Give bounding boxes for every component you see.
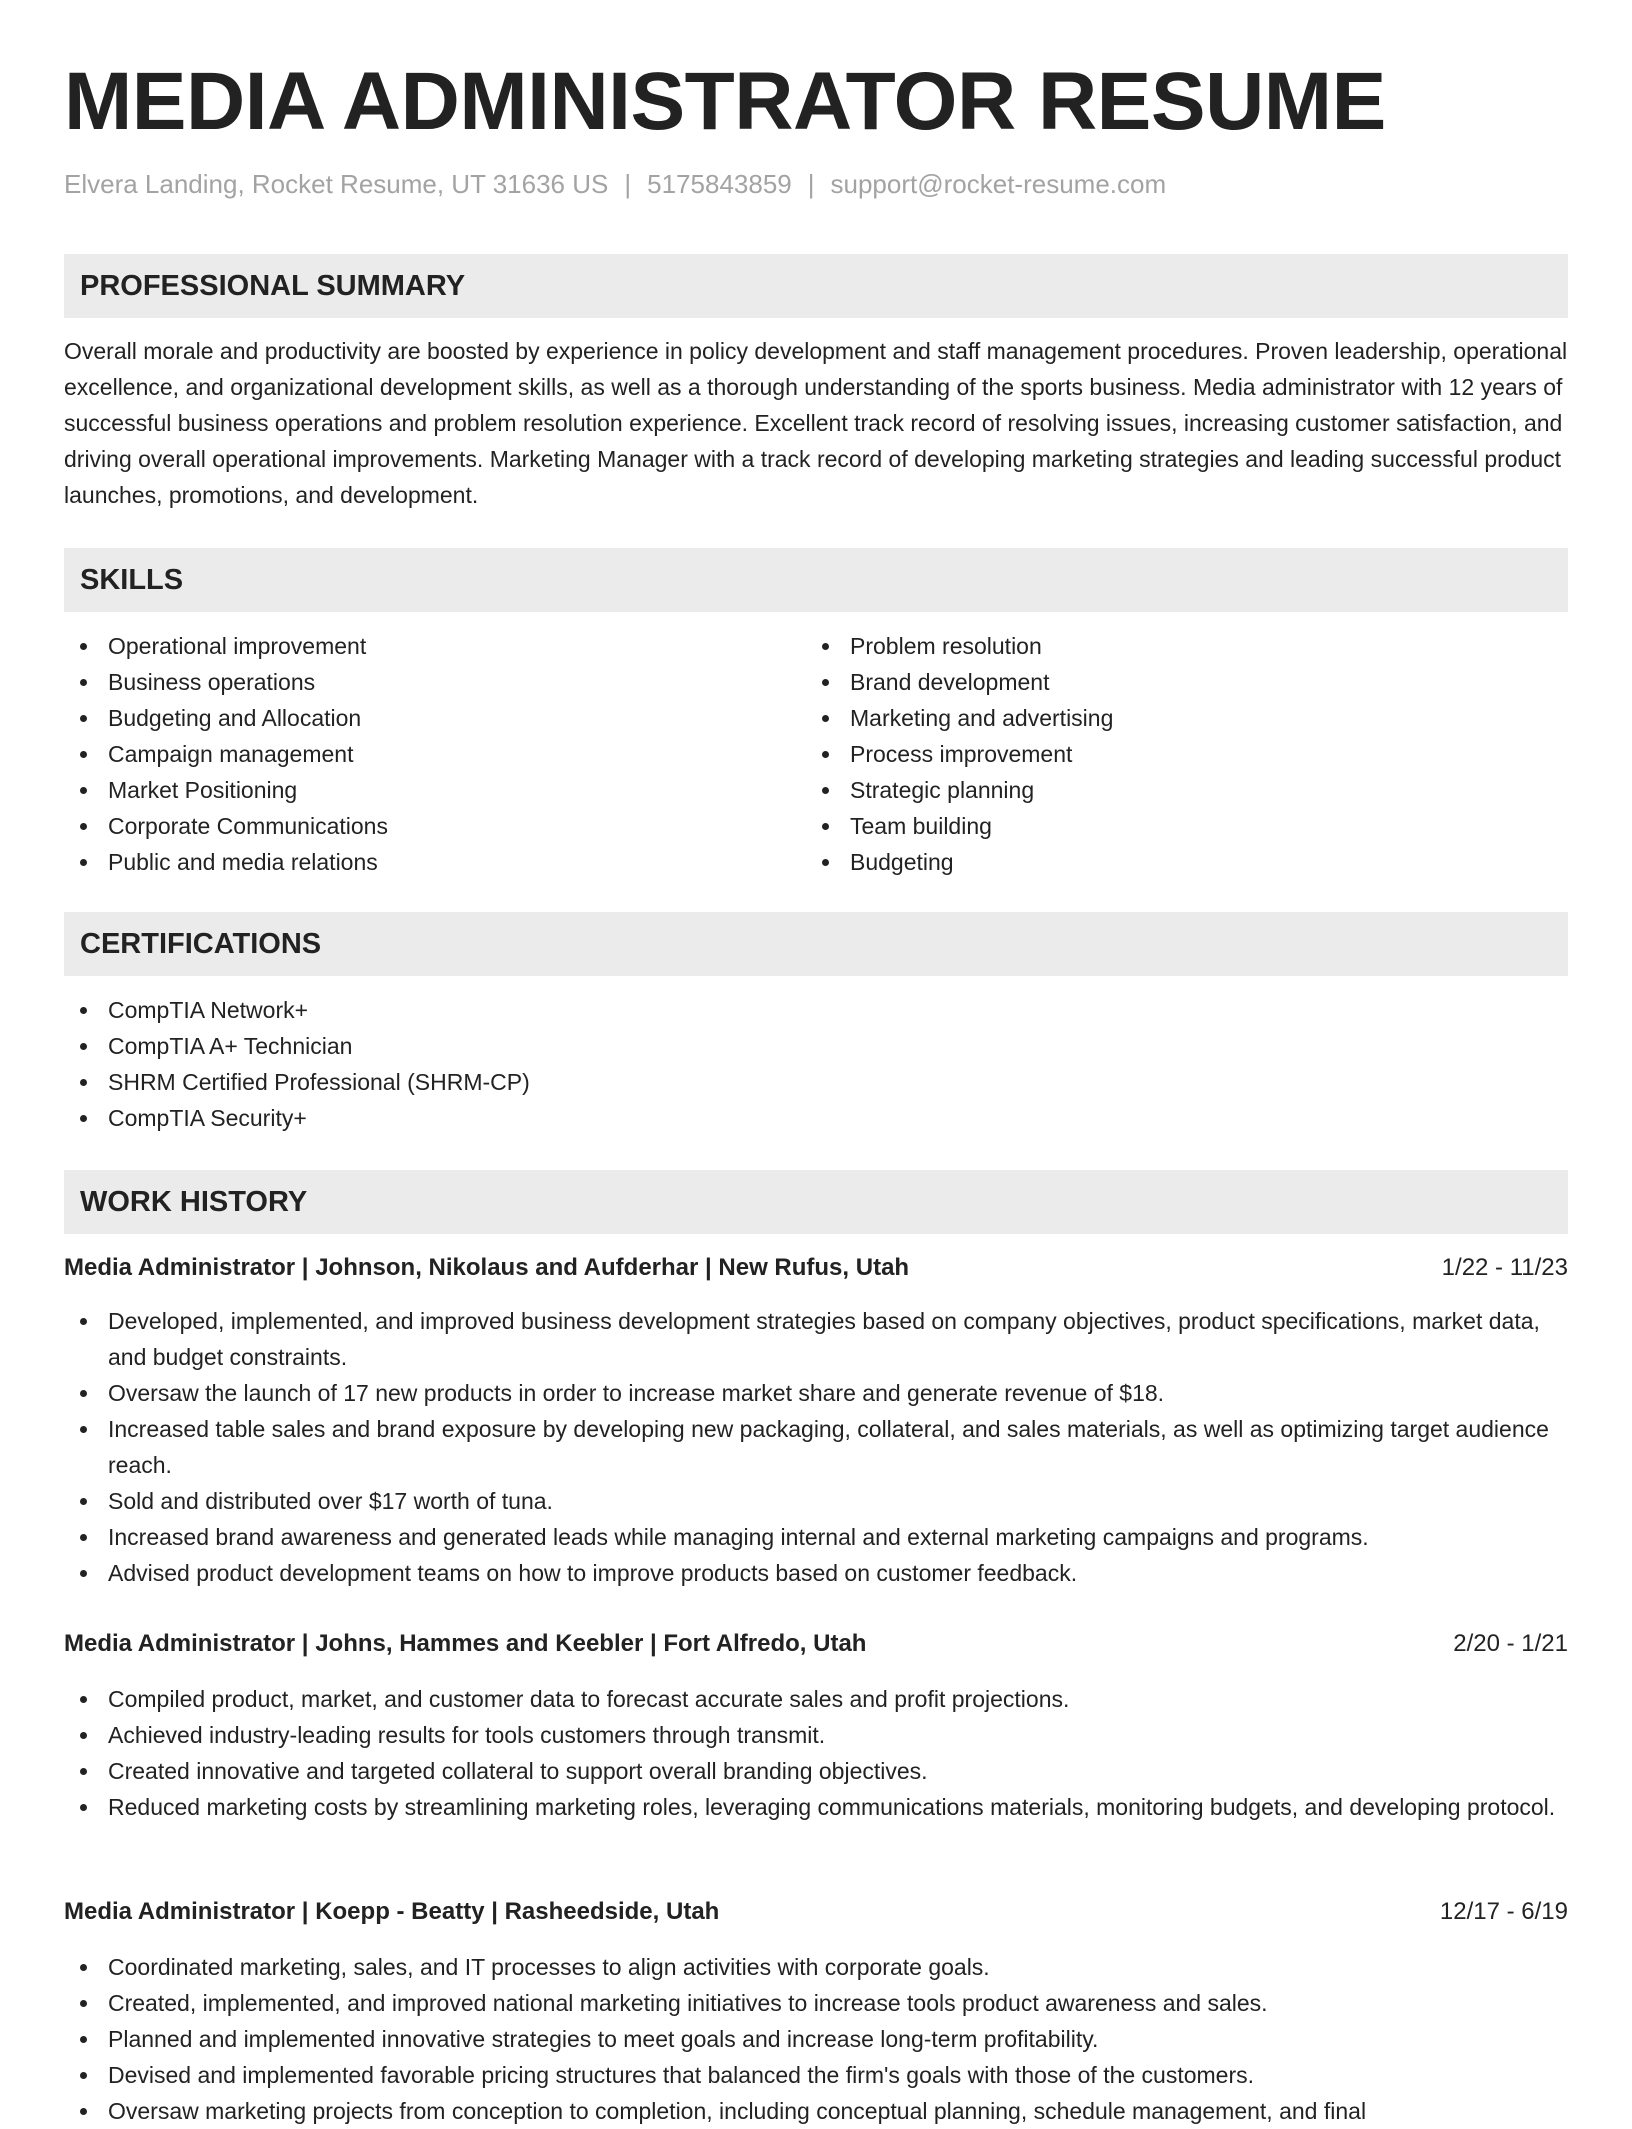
certifications-list xyxy=(64,992,1568,1136)
job-bullet: Created innovative and targeted collateral to support overall branding objectives. xyxy=(64,1753,1568,1789)
certification-item: CompTIA Network+ xyxy=(64,992,1568,1028)
job-title: Media Administrator | Koepp - Beatty | Rasheedside, Utah xyxy=(64,1898,720,1925)
section-header-work-history: WORK HISTORY xyxy=(64,1170,1568,1234)
job-bullet: Achieved industry-leading results for tools customers through transmit. xyxy=(64,1717,1568,1753)
contact-line xyxy=(64,166,1166,202)
skill-item: Budgeting and Allocation xyxy=(64,700,764,736)
job-bullet: Advised product development teams on how to improve products based on customer feedback. xyxy=(64,1555,1568,1591)
skills-list-left xyxy=(64,628,764,880)
job-dates: 2/20 - 1/21 xyxy=(1453,1630,1568,1657)
job-bullet: Oversaw marketing projects from conception to completion, including conceptual planning, schedule management, and final xyxy=(64,2093,1568,2129)
job-bullet: Reduced marketing costs by streamlining marketing roles, leveraging communications materials, monitoring budgets, and developing protocol. xyxy=(64,1789,1568,1825)
skill-item: Operational improvement xyxy=(64,628,764,664)
skill-item: Process improvement xyxy=(806,736,1506,772)
job-bullet: Oversaw the launch of 17 new products in order to increase market share and generate revenue of $18. xyxy=(64,1375,1568,1411)
job-title: Media Administrator | Johnson, Nikolaus and Aufderhar | New Rufus, Utah xyxy=(64,1254,910,1281)
job-heading xyxy=(64,1250,1568,1286)
job-title: Media Administrator | Johns, Hammes and Keebler | Fort Alfredo, Utah xyxy=(64,1630,867,1657)
job-bullet: Devised and implemented favorable pricing structures that balanced the firm's goals with those of the customers. xyxy=(64,2057,1568,2093)
section-header-summary: PROFESSIONAL SUMMARY xyxy=(64,254,1568,318)
summary-text: Overall morale and productivity are boosted by experience in policy development and staff management procedures. Proven leadership, operational excellence, and organizational development skills, as well as a thorough understanding of the sports business. Media administrator with 12 years of successful business operations and problem resolution experience. Excellent track record of resolving issues, increasing customer satisfaction, and driving overall operational improvements. Marketing Manager with a track record of developing marketing strategies and leading successful product launches, promotions, and development. xyxy=(64,338,1568,508)
contact-separator: | xyxy=(624,169,632,199)
job-heading xyxy=(64,1626,1568,1662)
job-heading xyxy=(64,1894,1568,1930)
contact-email: support@rocket-resume.com xyxy=(830,169,1167,199)
job-bullet: Developed, implemented, and improved business development strategies based on company objectives, product specifications, market data, and budget constraints. xyxy=(64,1303,1568,1375)
contact-phone: 5175843859 xyxy=(647,169,792,199)
skill-item: Market Positioning xyxy=(64,772,764,808)
certification-item: SHRM Certified Professional (SHRM-CP) xyxy=(64,1064,1568,1100)
certification-item: CompTIA Security+ xyxy=(64,1100,1568,1136)
job-bullet: Coordinated marketing, sales, and IT processes to align activities with corporate goals. xyxy=(64,1949,1568,1985)
job-bullet: Created, implemented, and improved national marketing initiatives to increase tools product awareness and sales. xyxy=(64,1985,1568,2021)
skill-item: Public and media relations xyxy=(64,844,764,880)
job-bullets xyxy=(64,1949,1568,2129)
skill-item: Budgeting xyxy=(806,844,1506,880)
job-bullet: Increased brand awareness and generated leads while managing internal and external marketing campaigns and programs. xyxy=(64,1519,1568,1555)
skills-list-right xyxy=(806,628,1506,880)
skill-item: Problem resolution xyxy=(806,628,1506,664)
contact-address: Elvera Landing, Rocket Resume, UT 31636 US xyxy=(64,169,609,199)
job-bullets xyxy=(64,1681,1568,1825)
job-bullets xyxy=(64,1303,1568,1591)
skill-item: Business operations xyxy=(64,664,764,700)
skill-item: Brand development xyxy=(806,664,1506,700)
job-bullet: Planned and implemented innovative strategies to meet goals and increase long-term profitability. xyxy=(64,2021,1568,2057)
job-bullet: Increased table sales and brand exposure by developing new packaging, collateral, and sales materials, as well as optimizing target audience reach. xyxy=(64,1411,1568,1483)
certification-item: CompTIA A+ Technician xyxy=(64,1028,1568,1064)
resume-title: MEDIA ADMINISTRATOR RESUME xyxy=(64,56,1386,147)
contact-separator: | xyxy=(807,169,815,199)
skill-item: Corporate Communications xyxy=(64,808,764,844)
skill-item: Marketing and advertising xyxy=(806,700,1506,736)
skill-item: Strategic planning xyxy=(806,772,1506,808)
job-dates: 12/17 - 6/19 xyxy=(1439,1898,1568,1925)
job-dates: 1/22 - 11/23 xyxy=(1441,1254,1568,1281)
job-bullet: Compiled product, market, and customer data to forecast accurate sales and profit projections. xyxy=(64,1681,1568,1717)
skill-item: Team building xyxy=(806,808,1506,844)
section-header-certifications: CERTIFICATIONS xyxy=(64,912,1568,976)
section-header-skills: SKILLS xyxy=(64,548,1568,612)
skill-item: Campaign management xyxy=(64,736,764,772)
job-bullet: Sold and distributed over $17 worth of tuna. xyxy=(64,1483,1568,1519)
